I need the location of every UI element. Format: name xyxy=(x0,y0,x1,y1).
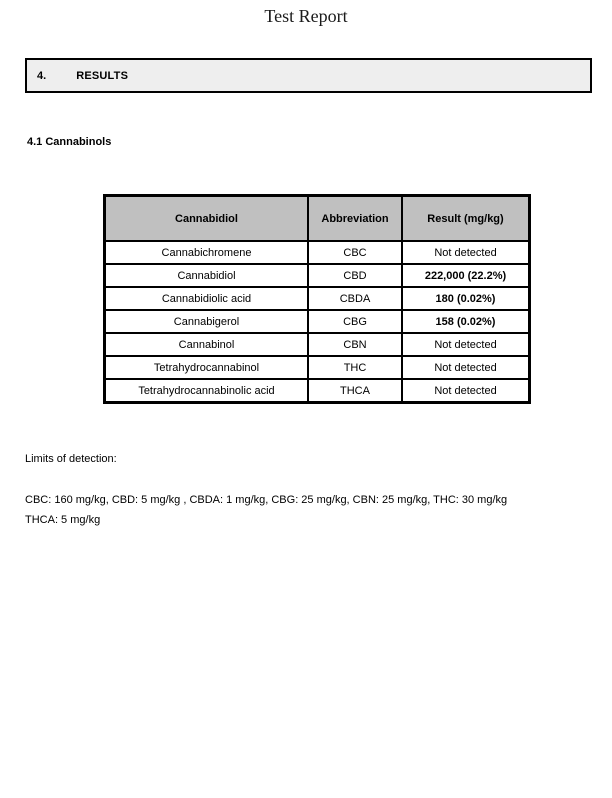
cell-result: Not detected xyxy=(402,241,530,264)
table-row xyxy=(105,379,530,403)
table-row xyxy=(105,287,530,310)
subsection-heading-cannabinols: 4.1 Cannabinols xyxy=(27,136,112,148)
limits-line-2: THCA: 5 mg/kg xyxy=(25,514,101,526)
table-row xyxy=(105,241,530,264)
cell-result: 222,000 (22.2%) xyxy=(402,264,530,287)
cell-abbr: THC xyxy=(308,356,402,379)
section-number: 4. xyxy=(37,69,47,82)
cell-abbr: THCA xyxy=(308,379,402,403)
cell-result: Not detected xyxy=(402,356,530,379)
cell-name: Cannabidiolic acid xyxy=(105,287,309,310)
table-row xyxy=(105,310,530,333)
limits-of-detection-values xyxy=(25,490,585,530)
table-row xyxy=(105,264,530,287)
cell-abbr: CBG xyxy=(308,310,402,333)
cell-name: Cannabidiol xyxy=(105,264,309,287)
column-header-cannabidiol: Cannabidiol xyxy=(105,196,309,242)
limits-line-1: CBC: 160 mg/kg, CBD: 5 mg/kg , CBDA: 1 mg/kg, CBG: 25 mg/kg, CBN: 25 mg/kg, THC: 30 mg/kg xyxy=(25,494,508,506)
section-header-results xyxy=(25,58,592,93)
limits-of-detection-heading: Limits of detection: xyxy=(25,453,117,465)
page-title: Test Report xyxy=(264,6,348,26)
cell-result: Not detected xyxy=(402,333,530,356)
table-row xyxy=(105,356,530,379)
cell-name: Cannabinol xyxy=(105,333,309,356)
table-header-row xyxy=(105,196,530,242)
cell-name: Cannabichromene xyxy=(105,241,309,264)
table-row xyxy=(105,333,530,356)
cell-result: 180 (0.02%) xyxy=(402,287,530,310)
cell-abbr: CBD xyxy=(308,264,402,287)
column-header-abbreviation: Abbreviation xyxy=(308,196,402,242)
cell-result: 158 (0.02%) xyxy=(402,310,530,333)
cell-result: Not detected xyxy=(402,379,530,403)
cell-name: Tetrahydrocannabinol xyxy=(105,356,309,379)
cell-abbr: CBDA xyxy=(308,287,402,310)
cannabinoid-results-table xyxy=(103,194,531,404)
cell-name: Cannabigerol xyxy=(105,310,309,333)
column-header-result: Result (mg/kg) xyxy=(402,196,530,242)
cell-abbr: CBC xyxy=(308,241,402,264)
cell-abbr: CBN xyxy=(308,333,402,356)
cell-name: Tetrahydrocannabinolic acid xyxy=(105,379,309,403)
section-label: RESULTS xyxy=(76,69,129,82)
